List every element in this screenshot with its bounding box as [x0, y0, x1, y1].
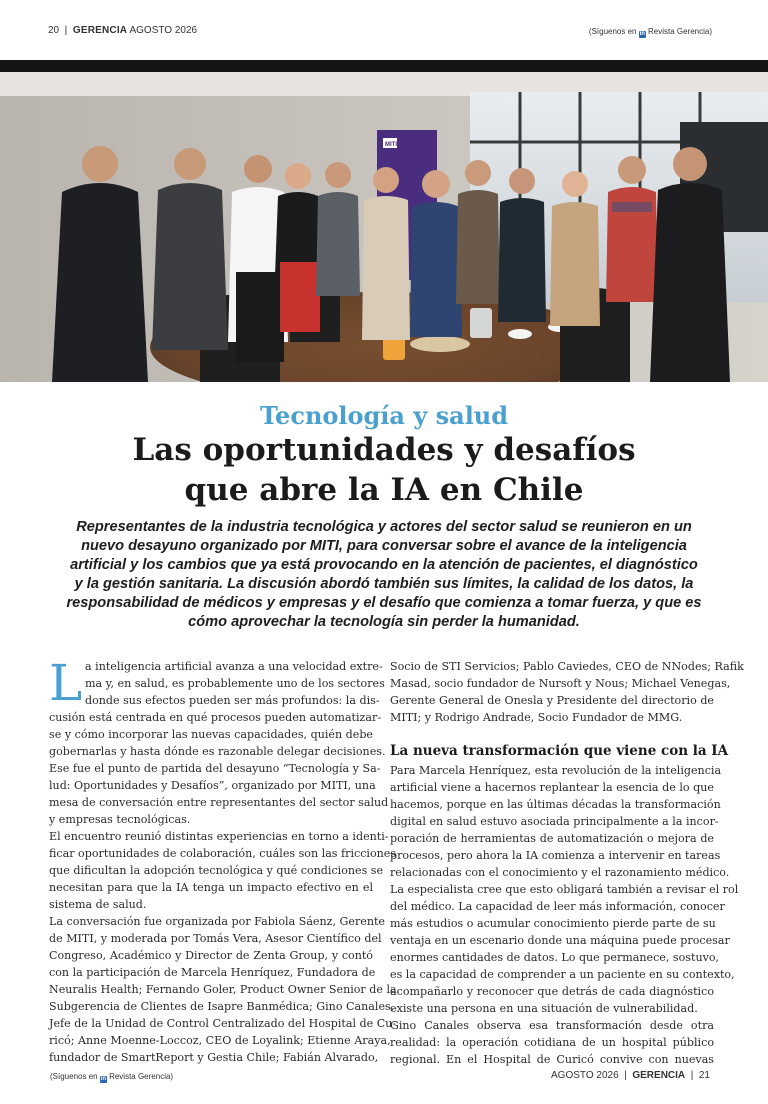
body-line: a inteligencia artificial avanza a una velocidad extre-	[85, 660, 383, 673]
lead-line: responsabilidad de médicos y empresas y el desafío que comienza a tomar fuerza, y que es	[66, 595, 702, 611]
page-header	[0, 0, 768, 50]
body-line: es la capacidad de comprender a un paciente en su contexto,	[390, 968, 735, 981]
body-line: Jefe de la Unidad de Control Centralizado del Hospital de Cu-	[49, 1017, 397, 1030]
body-line: donde sus efectos pueden ser más profundos: la dis-	[85, 694, 380, 707]
body-line: digital en salud estuvo asociada principalmente a la incor-	[390, 815, 719, 828]
body-line: Socio de STI Servicios; Pablo Caviedes, CEO de NNodes; Rafik	[390, 660, 744, 673]
body-line: más estudios o acumular conocimiento pierde parte de su	[390, 917, 716, 930]
body-line: del médico. La capacidad de leer más información, conocer	[390, 900, 725, 913]
header-social	[589, 27, 712, 38]
body-line: MITI; y Rodrigo Andrade, Socio Fundador de MMG.	[390, 711, 683, 724]
lead-line: artificial y los cambios que ya está provocando en la atención de pacientes, el diagnóstico	[70, 557, 698, 573]
body-line: y empresas tecnológicas.	[49, 813, 191, 826]
body-line: poración de herramientas de automatización o mejora de	[390, 832, 714, 845]
footer-page-number: 21	[698, 1070, 710, 1081]
article-kicker: Tecnología y salud	[259, 401, 509, 430]
body-line: Gerente General de Onesla y Presidente del directorio de	[390, 694, 714, 707]
body-line: Congreso, Académico y Director de Zenta Group, y contó	[49, 949, 373, 962]
linkedin-icon: in	[100, 1076, 106, 1082]
body-line: necesitan para que la IA tenga un impacto efectivo en el	[49, 881, 373, 894]
lead-line: Representantes de la industria tecnológica y actores del sector salud se reunieron en un	[76, 519, 692, 535]
body-column-left	[49, 654, 397, 1066]
header-issue-date: AGOSTO 2026	[129, 25, 198, 36]
top-black-bar	[0, 60, 768, 72]
body-line: procesos, pero ahora la IA comienza a intervenir en tareas	[390, 849, 721, 862]
body-line: Neuralis Health; Fernando Goler, Product Owner Senior de la	[49, 983, 397, 996]
footer-social	[50, 1072, 173, 1083]
article-title-line-1: Las oportunidades y desafíos	[132, 432, 636, 468]
body-line: cusión está centrada en qué procesos pueden automatizar-	[49, 711, 382, 724]
footer-issue-date: AGOSTO 2026	[551, 1070, 619, 1081]
article-title	[0, 430, 768, 510]
body-line: mesa de conversación entre representantes del sector salud	[49, 796, 389, 809]
body-line: con la participación de Marcela Henríquez, Fundadora de	[49, 966, 376, 979]
photo-banner-text: MITI	[385, 142, 397, 148]
body-line: La conversación fue organizada por Fabiola Sáenz, Gerente	[49, 915, 386, 928]
body-line: artificial viene a hacernos replantear la esencia de lo que	[390, 781, 714, 794]
body-line: enormes cantidades de datos. Lo que permanece, sostuvo,	[390, 951, 720, 964]
body-line: Para Marcela Henríquez, esta revolución de la inteligencia	[390, 764, 722, 777]
lead-line: cómo aprovechar la tecnología sin perder la humanidad.	[188, 614, 580, 630]
footer-right: AGOSTO 2026 | GERENCIA | 21	[551, 1070, 710, 1081]
lead-line: nuevo desayuno organizado por MITI, para conversar sobre el avance de la inteligencia	[81, 538, 687, 554]
footer-follow-prefix: (Síguenos en	[50, 1072, 98, 1081]
linkedin-icon: in	[639, 31, 645, 37]
body-line: La especialista cree que esto obligará también a revisar el rol	[390, 883, 739, 896]
body-line: realidad: la operación cotidiana de un hospital público	[390, 1036, 714, 1049]
header-left: 20 | GERENCIA AGOSTO 2026	[48, 25, 198, 36]
body-line: de MITI, y moderada por Tomás Vera, Asesor Científico del	[49, 932, 382, 945]
body-line: sistema de salud.	[49, 898, 147, 911]
footer-magazine-name: GERENCIA	[632, 1070, 686, 1081]
body-line: acompañarlo y reconocer que detrás de cada diagnóstico	[390, 985, 714, 998]
body-line: gobernarlas y hasta dónde es razonable delegar decisiones.	[49, 745, 386, 758]
body-line: El encuentro reunió distintas experiencias en torno a identi-	[49, 830, 389, 843]
article-title-line-2: que abre la IA en Chile	[184, 472, 584, 508]
body-line: Masad, socio fundador de Nursoft y Nous; Michael Venegas,	[390, 677, 731, 690]
body-line: regional. En el Hospital de Curicó convive con nuevas	[390, 1053, 714, 1066]
body-line: lud: Oportunidades y Desafíos”, organizado por MITI, una	[49, 779, 376, 792]
body-line: ricó; Anne Moenne-Loccoz, CEO de Loyalink; Etienne Araya,	[49, 1034, 391, 1047]
body-line: Subgerencia de Clientes de Isapre Banmédica; Gino Canales,	[49, 1000, 395, 1013]
page-footer	[0, 1064, 768, 1094]
body-column-right	[390, 658, 744, 1068]
header-page-number: 20	[48, 25, 60, 36]
body-line: Ese fue el punto de partida del desayuno “Tecnología y Sa-	[49, 762, 381, 775]
body-line: ficar oportunidades de colaboración, cuáles son las fricciones	[49, 847, 397, 860]
header-follow-suffix: Revista Gerencia)	[647, 27, 712, 36]
body-line: hacemos, porque en las últimas décadas la transformación	[390, 798, 721, 811]
body-line: ma y, en salud, es probablemente uno de los sectores	[85, 677, 385, 690]
header-follow-prefix: (Síguenos en	[588, 27, 637, 36]
body-line: fundador de SmartReport y Gestia Chile; Fabián Alvarado,	[49, 1051, 379, 1064]
section-subheading: La nueva transformación que viene con la IA	[390, 743, 729, 759]
article-lead	[66, 518, 702, 632]
body-line: existe una persona en una situación de vulnerabilidad.	[390, 1002, 698, 1015]
lead-line: y la gestión sanitaria. La discusión abordó también sus límites, la calidad de los datos, la	[74, 576, 694, 592]
body-line: Gino Canales observa esa transformación desde otra	[390, 1019, 714, 1032]
body-line: relacionadas con el conocimiento y el razonamiento médico.	[390, 866, 730, 879]
body-line: ventaja en un escenario donde una máquina puede procesar	[390, 934, 730, 947]
body-line: que dificultan la adopción tecnológica y qué condiciones se	[49, 864, 384, 877]
drop-cap: L	[49, 654, 83, 712]
body-line: se y cómo incorporar las nuevas capacidades, quién debe	[49, 728, 373, 741]
header-magazine-name: GERENCIA	[72, 25, 128, 36]
footer-follow-suffix: Revista Gerencia)	[109, 1072, 174, 1081]
group-photo	[0, 72, 768, 382]
